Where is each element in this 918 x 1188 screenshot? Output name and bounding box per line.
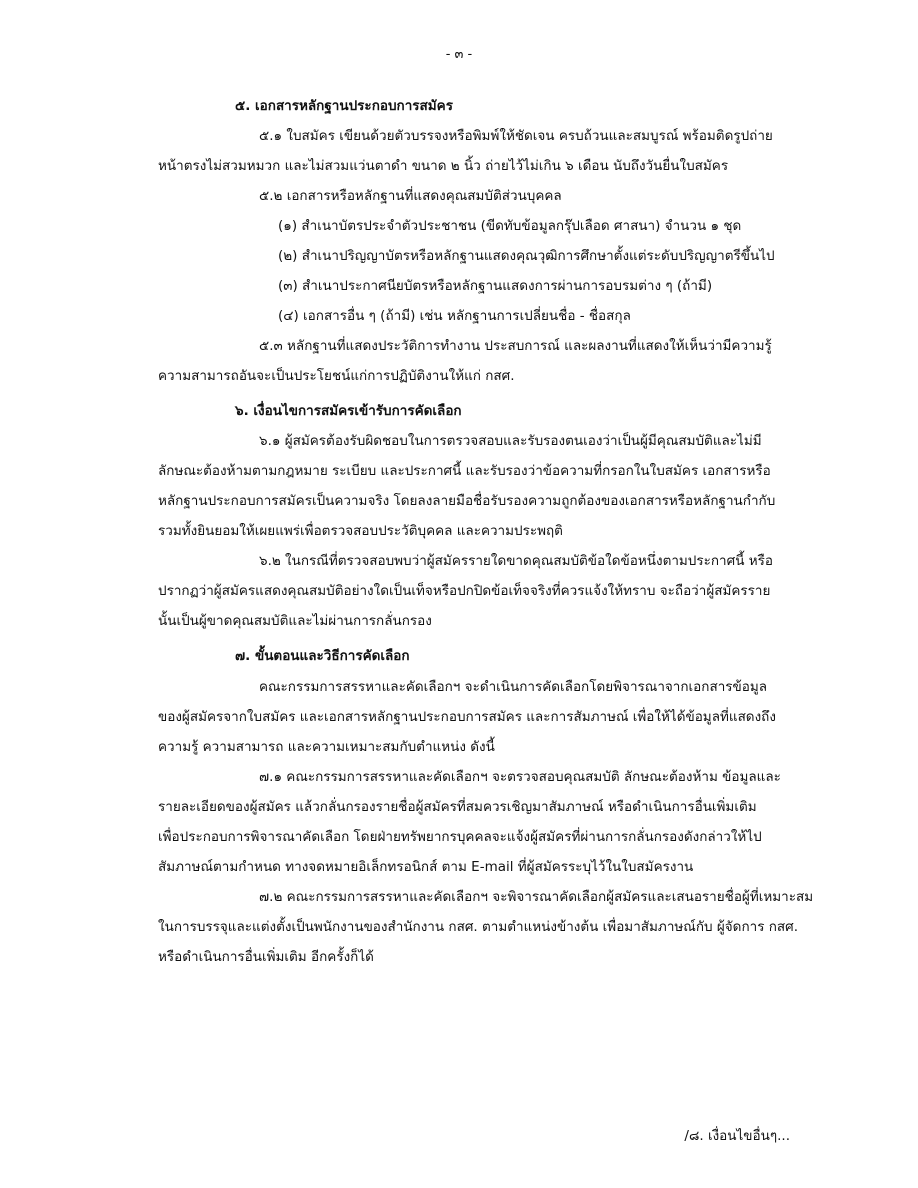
body-line: ๖.๑ ผู้สมัครต้องรับผิดชอบในการตรวจสอบและรับรองตนเองว่าเป็นผู้มีคุณสมบัติและไม่มี — [259, 433, 762, 449]
body-line: หรือดำเนินการอื่นเพิ่มเติม อีกครั้งก็ได้ — [158, 949, 374, 965]
body-line: หน้าตรงไม่สวมหมวก และไม่สวมแว่นตาดำ ขนาด ๒ นิ้ว ถ่ายไว้ไม่เกิน ๖ เดือน นับถึงวันยื่นใบสมัคร — [158, 158, 729, 174]
body-line: ในการบรรจุและแต่งตั้งเป็นพนักงานของสำนักงาน กสศ. ตามตำแหน่งข้างต้น เพื่อมาสัมภาษณ์กับ ผู้จัดการ กสศ. — [158, 919, 799, 935]
list-item: (๑) สำเนาบัตรประจำตัวประชาชน (ขีดทับข้อมูลกรุ๊ปเลือด ศาสนา) จำนวน ๑ ชุด — [278, 218, 742, 234]
body-line: ความสามารถอันจะเป็นประโยชน์แก่การปฏิบัติงานให้แก่ กสศ. — [158, 368, 515, 384]
body-line: ลักษณะต้องห้ามตามกฎหมาย ระเบียบ และประกาศนี้ และรับรองว่าข้อความที่กรอกในใบสมัคร เอกสารหรือ — [158, 463, 771, 479]
body-line: สัมภาษณ์ตามกำหนด ทางจดหมายอิเล็กทรอนิกส์ ตาม E-mail ที่ผู้สมัครระบุไว้ในใบสมัครงาน — [158, 859, 694, 875]
body-line: ๕.๒ เอกสารหรือหลักฐานที่แสดงคุณสมบัติส่วนบุคคล — [259, 188, 562, 204]
body-line: รวมทั้งยินยอมให้เผยแพร่เพื่อตรวจสอบประวัติบุคคล และความประพฤติ — [158, 523, 563, 539]
body-line: ๖.๒ ในกรณีที่ตรวจสอบพบว่าผู้สมัครรายใดขาดคุณสมบัติข้อใดข้อหนึ่งตามประกาศนี้ หรือ — [259, 553, 773, 569]
body-line: ความรู้ ความสามารถ และความเหมาะสมกับตำแหน่ง ดังนี้ — [158, 739, 495, 755]
body-line: ๗.๑ คณะกรรมการสรรหาและคัดเลือกฯ จะตรวจสอบคุณสมบัติ ลักษณะต้องห้าม ข้อมูลและ — [259, 769, 781, 785]
section-6-heading: ๖. เงื่อนไขการสมัครเข้ารับการคัดเลือก — [235, 403, 462, 419]
section-5-heading: ๕. เอกสารหลักฐานประกอบการสมัคร — [235, 98, 453, 114]
body-line: ๗.๒ คณะกรรมการสรรหาและคัดเลือกฯ จะพิจารณาคัดเลือกผู้สมัครและเสนอรายชื่อผู้ที่เหมาะสม — [259, 889, 814, 905]
page-number: - ๓ - — [445, 47, 473, 62]
body-line: ของผู้สมัครจากใบสมัคร และเอกสารหลักฐานประกอบการสมัคร และการสัมภาษณ์ เพื่อให้ได้ข้อมูลที่แสดงถึง — [158, 709, 776, 725]
body-line: นั้นเป็นผู้ขาดคุณสมบัติและไม่ผ่านการกลั่นกรอง — [158, 613, 432, 629]
list-item: (๔) เอกสารอื่น ๆ (ถ้ามี) เช่น หลักฐานการเปลี่ยนชื่อ - ชื่อสกุล — [278, 308, 631, 324]
body-line: คณะกรรมการสรรหาและคัดเลือกฯ จะดำเนินการคัดเลือกโดยพิจารณาจากเอกสารข้อมูล — [259, 679, 768, 695]
body-line: หลักฐานประกอบการสมัครเป็นความจริง โดยลงลายมือชื่อรับรองความถูกต้องของเอกสารหรือหลักฐานกำกับ — [158, 493, 776, 509]
body-line: รายละเอียดของผู้สมัคร แล้วกลั่นกรองรายชื่อผู้สมัครที่สมควรเชิญมาสัมภาษณ์ หรือดำเนินการอื่นเพิ่มเติม — [158, 799, 757, 815]
body-line: เพื่อประกอบการพิจารณาคัดเลือก โดยฝ่ายทรัพยากรบุคคลจะแจ้งผู้สมัครที่ผ่านการกลั่นกรองดังกล่าวให้ไป — [158, 829, 762, 845]
continuation-note: /๘. เงื่อนไขอื่นๆ... — [684, 1128, 790, 1144]
list-item: (๓) สำเนาประกาศนียบัตรหรือหลักฐานแสดงการผ่านการอบรมต่าง ๆ (ถ้ามี) — [278, 278, 713, 294]
list-item: (๒) สำเนาปริญญาบัตรหรือหลักฐานแสดงคุณวุฒิการศึกษาตั้งแต่ระดับปริญญาตรีขึ้นไป — [278, 248, 775, 264]
section-7-heading: ๗. ขั้นตอนและวิธีการคัดเลือก — [235, 648, 410, 664]
body-line: ๕.๑ ใบสมัคร เขียนด้วยตัวบรรจงหรือพิมพ์ให้ชัดเจน ครบถ้วนและสมบูรณ์ พร้อมติดรูปถ่าย — [259, 128, 773, 144]
body-line: ๕.๓ หลักฐานที่แสดงประวัติการทำงาน ประสบการณ์ และผลงานที่แสดงให้เห็นว่ามีความรู้ — [259, 338, 772, 354]
body-line: ปรากฏว่าผู้สมัครแสดงคุณสมบัติอย่างใดเป็นเท็จหรือปกปิดข้อเท็จจริงที่ควรแจ้งให้ทราบ จะถือว่าผู้สมัครราย — [158, 583, 771, 599]
